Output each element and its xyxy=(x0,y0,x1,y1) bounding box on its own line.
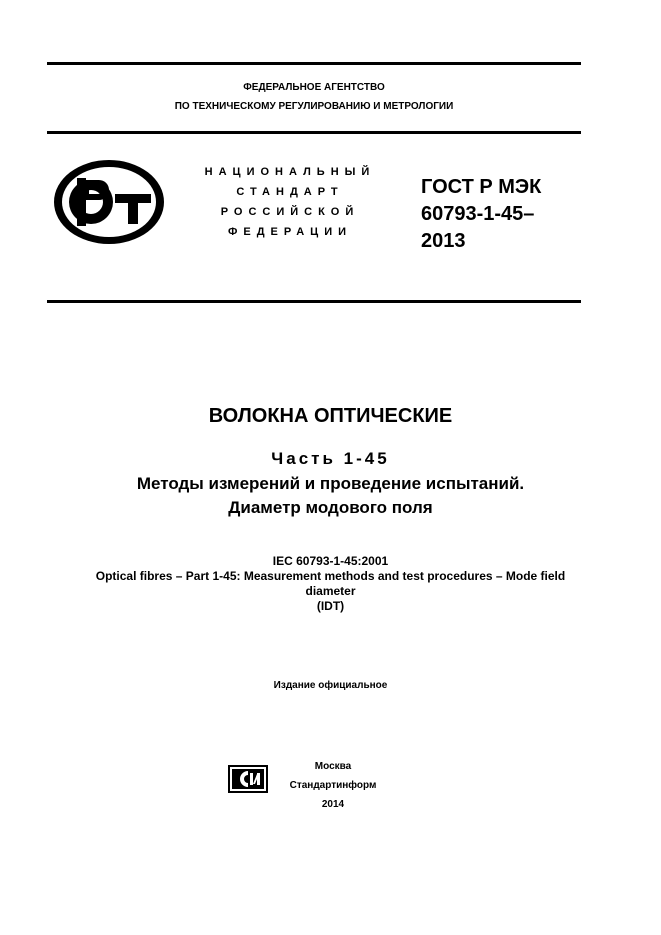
natl-line-1: НАЦИОНАЛЬНЫЙ xyxy=(204,166,376,178)
document-title: ВОЛОКНА ОПТИЧЕСКИЕ xyxy=(208,405,453,427)
mid-rule xyxy=(47,300,581,303)
iec-ref: IEC 60793-1-45:2001 xyxy=(272,554,389,568)
gost-line-2: 60793-1-45– xyxy=(421,203,535,225)
subtitle-line-1: Методы измерений и проведение испытаний. xyxy=(136,474,525,493)
standartinform-logo-icon xyxy=(228,765,268,793)
header-bottom-rule xyxy=(47,131,581,134)
iec-idt: (IDT) xyxy=(316,599,345,613)
top-rule xyxy=(47,62,581,65)
part-label: Часть 1-45 xyxy=(271,449,390,468)
publisher-city: Москва xyxy=(314,761,352,772)
natl-line-4: ФЕДЕРАЦИИ xyxy=(227,226,353,238)
iec-title-line-1: Optical fibres – Part 1-45: Measurement methods and test procedures – Mode field xyxy=(95,569,566,583)
publisher-year: 2014 xyxy=(321,799,345,810)
natl-line-3: РОССИЙСКОЙ xyxy=(220,206,360,218)
publisher-name: Стандартинформ xyxy=(289,780,377,791)
gost-designation xyxy=(421,174,541,255)
subtitle xyxy=(0,472,661,520)
edition-label: Издание официальное xyxy=(273,680,388,691)
agency-line-2: ПО ТЕХНИЧЕСКОМУ РЕГУЛИРОВАНИЮ И МЕТРОЛОГИИ xyxy=(174,101,454,112)
iec-title-line-2: diameter xyxy=(305,584,356,598)
pct-certification-logo-icon xyxy=(51,158,167,246)
gost-line-1: ГОСТ Р МЭК xyxy=(421,176,542,198)
agency-line-1: ФЕДЕРАЛЬНОЕ АГЕНТСТВО xyxy=(243,82,385,93)
natl-line-2: СТАНДАРТ xyxy=(236,186,344,198)
subtitle-line-2: Диаметр модового поля xyxy=(228,498,433,517)
iec-reference-block xyxy=(0,554,661,614)
gost-line-3: 2013 xyxy=(421,230,466,252)
national-standard-label xyxy=(180,162,400,242)
publisher-block xyxy=(283,757,383,814)
